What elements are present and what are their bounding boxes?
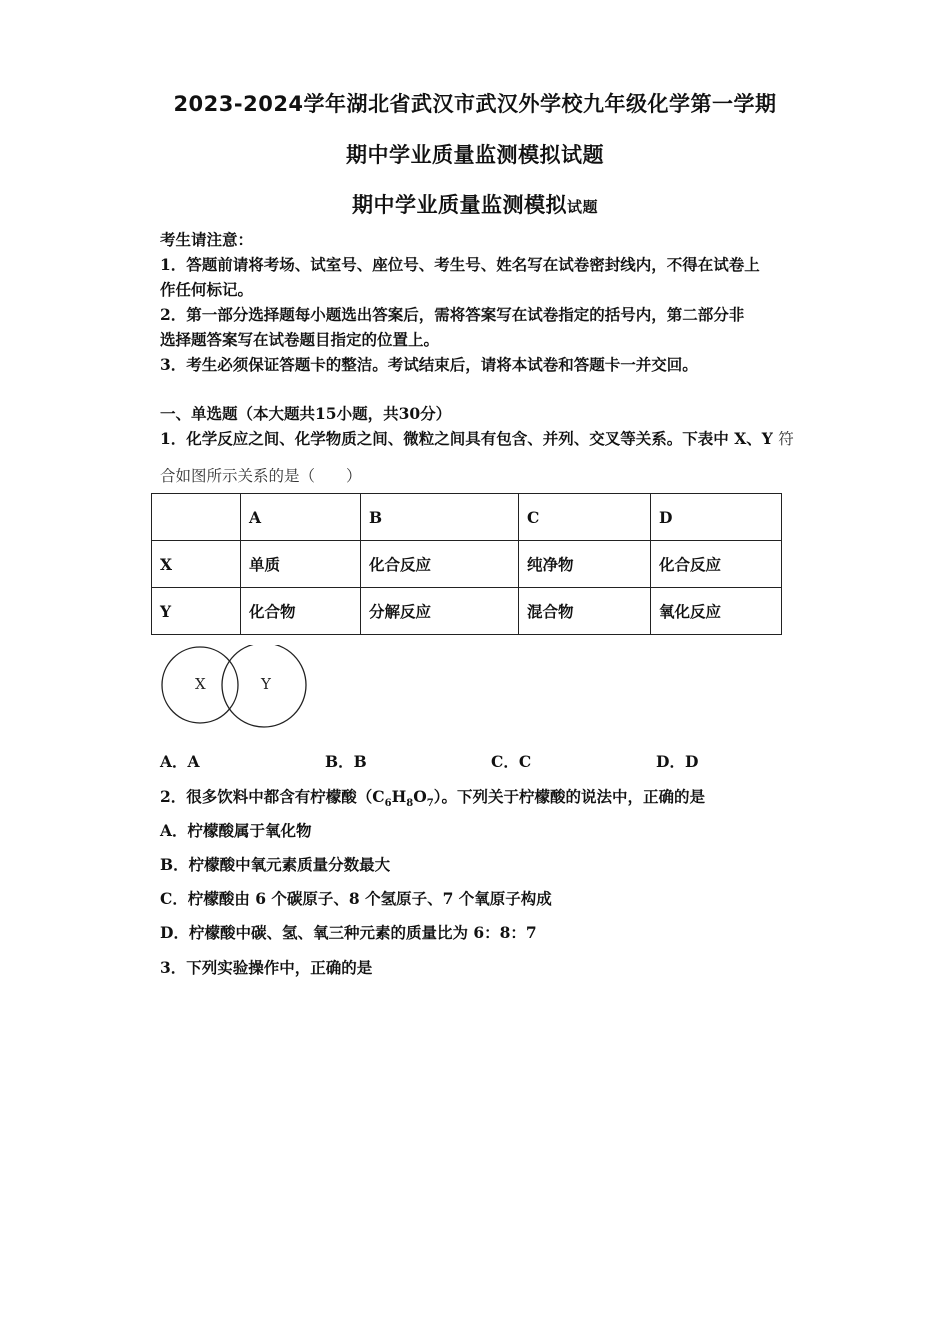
page-title: 2023-2024学年湖北省武汉市武汉外学校九年级化学第一学期 xyxy=(173,92,777,116)
page-subtitle: 期中学业质量监测模拟试题 xyxy=(346,143,604,167)
table-cell: 纯净物 xyxy=(519,541,651,588)
venn-diagram xyxy=(158,645,313,730)
q1-option-b: B．B xyxy=(325,752,367,771)
q2-option-d: D．柠檬酸中碳、氢、氧三种元素的质量比为 6：8：7 xyxy=(160,923,537,942)
table-cell: 混合物 xyxy=(519,588,651,635)
notice-item-1a: 1．答题前请将考场、试室号、座位号、考生号、姓名写在试卷密封线内，不得在试卷上 xyxy=(160,255,760,274)
venn-label-x: X xyxy=(195,675,206,693)
q1-stem-line1 xyxy=(160,427,794,449)
table-cell xyxy=(152,494,241,541)
venn-label-y: Y xyxy=(261,675,271,693)
q1-stem-a: 1．化学反应之间、化学物质之间、微粒之间具有包含、并列、交叉等关系。下表中 xyxy=(160,429,729,448)
table-cell: 化合物 xyxy=(241,588,361,635)
q2-o: O xyxy=(413,787,427,806)
q2-sub-o: 7 xyxy=(426,798,434,810)
subtitle-main: 期中学业质量监测模拟 xyxy=(351,193,567,217)
notice-heading: 考生请注意： xyxy=(160,230,254,249)
page-subtitle-repeat xyxy=(0,189,950,219)
q2-h: H xyxy=(391,787,407,806)
table-cell: 化合反应 xyxy=(651,541,782,588)
q2-sub-h: 8 xyxy=(406,798,414,810)
q2-stem-a: 2．很多饮料中都含有柠檬酸（C xyxy=(160,787,385,806)
q1-stem-fu: 符 xyxy=(778,430,794,448)
q2-stem-b: ）。下列关于柠檬酸的说法中，正确的是 xyxy=(433,787,705,806)
q2-sub-c: 6 xyxy=(384,798,392,810)
table-row xyxy=(152,541,782,588)
table-cell: 氧化反应 xyxy=(651,588,782,635)
q2-option-b: B．柠檬酸中氧元素质量分数最大 xyxy=(160,855,391,874)
notice-item-3: 3．考生必须保证答题卡的整洁。考试结束后，请将本试卷和答题卡一并交回。 xyxy=(160,355,698,374)
q3-stem: 3．下列实验操作中，正确的是 xyxy=(160,958,373,977)
table-cell: C xyxy=(519,494,651,541)
notice-item-1b: 作任何标记。 xyxy=(160,280,254,299)
table-cell: D xyxy=(651,494,782,541)
q2-stem xyxy=(160,785,705,809)
q1-table xyxy=(151,493,782,635)
q1-option-a: A．A xyxy=(160,752,200,771)
q1-stem-line2: 合如图所示关系的是（ ） xyxy=(160,467,362,485)
q1-stem-xy: X、Y xyxy=(728,429,779,448)
notice-item-2a: 2．第一部分选择题每小题选出答案后，需将答案写在试卷指定的括号内，第二部分非 xyxy=(160,305,745,324)
notice-item-2b: 选择题答案写在试卷题目指定的位置上。 xyxy=(160,330,440,349)
table-cell: 分解反应 xyxy=(361,588,519,635)
table-cell: 单质 xyxy=(241,541,361,588)
q2-option-c: C．柠檬酸由 6 个碳原子、8 个氢原子、7 个氧原子构成 xyxy=(160,889,552,908)
table-row xyxy=(152,588,782,635)
table-cell: A xyxy=(241,494,361,541)
table-cell: 化合反应 xyxy=(361,541,519,588)
table-header-row xyxy=(152,494,782,541)
subtitle-small: 试题 xyxy=(566,198,598,216)
table-cell: Y xyxy=(152,588,241,635)
q2-option-a: A．柠檬酸属于氧化物 xyxy=(160,821,312,840)
table-cell: B xyxy=(361,494,519,541)
q1-option-c: C．C xyxy=(491,752,532,771)
q1-option-d: D．D xyxy=(656,752,699,771)
table-cell: X xyxy=(152,541,241,588)
section-heading: 一、单选题（本大题共15小题，共30分） xyxy=(160,404,452,423)
